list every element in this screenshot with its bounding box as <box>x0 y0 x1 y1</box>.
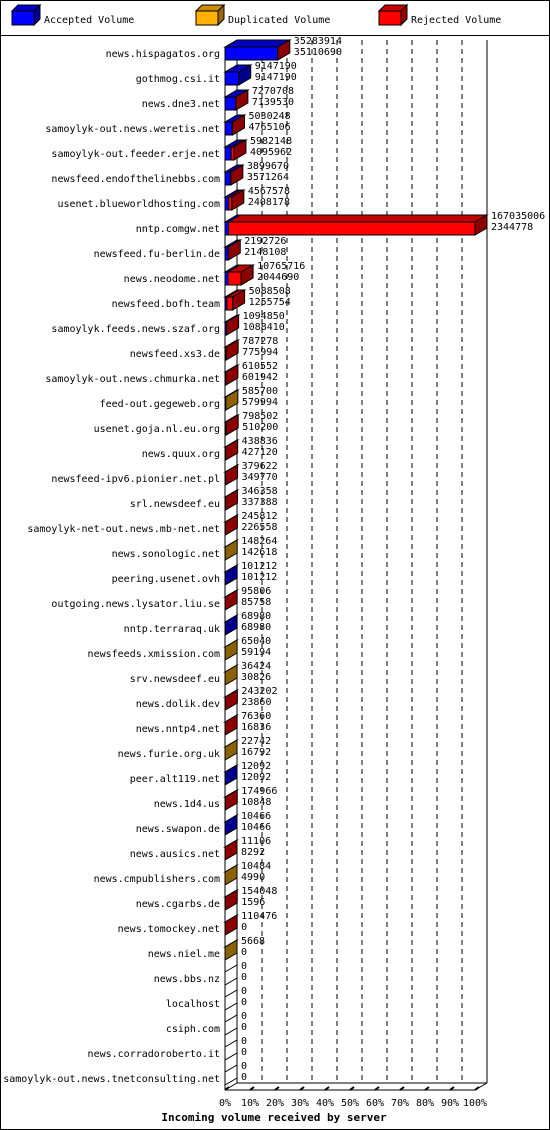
bar-face <box>225 122 232 135</box>
category-label: srl.newsdeef.eu <box>129 499 220 510</box>
x-tick-label: 80% <box>415 1098 435 1109</box>
bar-face <box>225 147 231 160</box>
accepted-volume-label: 68980 <box>241 622 272 633</box>
total-volume-label: 12092 <box>241 761 272 772</box>
category-label: usenet.blueworldhosting.com <box>57 199 220 210</box>
category-label: news.niel.me <box>147 949 220 960</box>
bar-face <box>225 47 278 60</box>
total-volume-label: 22742 <box>241 736 272 747</box>
category-label: newsfeed-ipv6.pionier.net.pl <box>51 474 220 485</box>
accepted-volume-label: 4765106 <box>248 122 291 133</box>
x-tick-label: 70% <box>390 1098 410 1109</box>
accepted-volume-label: 2148108 <box>244 247 287 258</box>
accepted-volume-label: 1255754 <box>248 297 291 308</box>
total-volume-label: 787278 <box>242 336 279 347</box>
accepted-volume-label: 510200 <box>242 422 279 433</box>
accepted-volume-label: 59194 <box>241 647 272 658</box>
accepted-volume-label: 10848 <box>241 797 272 808</box>
category-label: usenet.goja.nl.eu.org <box>93 424 220 435</box>
category-label: newsfeed.endofthelinebbs.com <box>51 174 220 185</box>
accepted-volume-label: 0 <box>241 1072 248 1083</box>
accepted-volume-label: 16836 <box>241 722 272 733</box>
legend-label: Accepted Volume <box>44 15 135 26</box>
total-volume-label: 5982148 <box>249 136 293 147</box>
accepted-volume-label: 16792 <box>241 747 272 758</box>
total-volume-label: 174966 <box>241 786 278 797</box>
bar-top <box>229 215 487 222</box>
total-volume-label: 76360 <box>241 711 272 722</box>
category-label: feed-out.gegeweb.org <box>99 399 220 410</box>
accepted-volume-label: 337388 <box>241 497 278 508</box>
bar-face <box>225 222 229 235</box>
x-tick-label: 10% <box>240 1098 260 1109</box>
total-volume-label: 585700 <box>241 386 279 397</box>
category-label: news.cgarbs.de <box>135 899 220 910</box>
total-volume-label: 438836 <box>241 436 278 447</box>
category-label: newsfeed.xs3.de <box>129 349 220 360</box>
category-label: samoylyk-out.feeder.erje.net <box>51 149 220 160</box>
category-label: newsfeed.fu-berlin.de <box>93 249 220 260</box>
bar-row <box>225 215 487 235</box>
total-volume-label: 9147190 <box>254 61 297 72</box>
accepted-volume-label: 0 <box>241 997 248 1008</box>
category-label: news.corradoroberto.it <box>87 1049 220 1060</box>
total-volume-label: 0 <box>241 1036 248 1047</box>
category-label: srv.newsdeef.eu <box>129 674 220 685</box>
accepted-volume-label: 4095962 <box>249 147 293 158</box>
x-tick-label: 90% <box>440 1098 460 1109</box>
accepted-volume-label: 9147190 <box>254 72 297 83</box>
total-volume-label: 7270708 <box>251 86 295 97</box>
accepted-volume-label: 101212 <box>241 572 278 583</box>
category-label: news.1d4.us <box>153 799 220 810</box>
accepted-volume-label: 12092 <box>241 772 272 783</box>
total-volume-label: 35283914 <box>293 36 342 47</box>
x-tick-label: 40% <box>315 1098 335 1109</box>
total-volume-label: 95806 <box>241 586 272 597</box>
total-volume-label: 245812 <box>241 511 278 522</box>
accepted-volume-label: 0 <box>241 1047 248 1058</box>
accepted-volume-label: 85758 <box>241 597 272 608</box>
category-label: newsfeeds.xmission.com <box>87 649 220 660</box>
category-label: samoylyk-net-out.news.mb-net.net <box>27 524 220 535</box>
category-label: peer.alt119.net <box>129 774 220 785</box>
accepted-volume-label: 23860 <box>241 697 272 708</box>
bar-face <box>225 197 229 210</box>
total-volume-label: 2192726 <box>244 236 287 247</box>
category-label: nntp.comgw.net <box>135 224 220 235</box>
bar-face <box>229 222 475 235</box>
total-volume-label: 10765716 <box>257 261 306 272</box>
category-label: news.swapon.de <box>135 824 220 835</box>
bar-face <box>225 172 230 185</box>
accepted-volume-label: 226558 <box>241 522 278 533</box>
category-label: outgoing.news.lysator.liu.se <box>51 599 220 610</box>
total-volume-label: 154048 <box>241 886 278 897</box>
total-volume-label: 379622 <box>241 461 278 472</box>
accepted-volume-label: 1596 <box>241 897 266 908</box>
total-volume-label: 101212 <box>241 561 278 572</box>
category-label: samoylyk.feeds.news.szaf.org <box>51 324 220 335</box>
category-label: news.tomockey.net <box>117 924 220 935</box>
x-tick-label: 60% <box>365 1098 385 1109</box>
category-label: news.furie.org.uk <box>117 749 220 760</box>
accepted-volume-label: 0 <box>241 922 248 933</box>
category-label: news.bbs.nz <box>153 974 220 985</box>
category-label: news.nntp4.net <box>135 724 220 735</box>
total-volume-label: 10466 <box>241 811 272 822</box>
total-volume-label: 10484 <box>241 861 272 872</box>
total-volume-label: 5668 <box>241 936 266 947</box>
category-label: news.cmpublishers.com <box>93 874 220 885</box>
accepted-volume-label: 0 <box>241 972 248 983</box>
accepted-volume-label: 7139530 <box>251 97 295 108</box>
bar-face <box>225 97 236 110</box>
total-volume-label: 798502 <box>242 411 279 422</box>
category-label: news.hispagatos.org <box>105 49 220 60</box>
legend-label: Duplicated Volume <box>228 15 331 26</box>
accepted-volume-label: 0 <box>241 1022 248 1033</box>
accepted-volume-label: 3571264 <box>246 172 289 183</box>
x-tick-label: 50% <box>340 1098 360 1109</box>
category-label: samoylyk-out.news.weretis.net <box>45 124 220 135</box>
x-tick-label: 0% <box>218 1098 232 1109</box>
category-label: news.dne3.net <box>141 99 220 110</box>
accepted-volume-label: 8292 <box>241 847 266 858</box>
bar-row <box>225 40 290 60</box>
bar-face <box>227 297 233 310</box>
x-tick-label: 30% <box>290 1098 310 1109</box>
total-volume-label: 0 <box>241 961 248 972</box>
accepted-volume-label: 4990 <box>241 872 266 883</box>
bar-face <box>228 272 241 285</box>
accepted-volume-label: 1088410 <box>242 322 285 333</box>
total-volume-label: 1094850 <box>242 311 285 322</box>
accepted-volume-label: 10466 <box>241 822 272 833</box>
accepted-volume-label: 349770 <box>241 472 278 483</box>
category-label: news.ausics.net <box>129 849 220 860</box>
category-label: peering.usenet.ovh <box>111 574 220 585</box>
total-volume-label: 11106 <box>241 836 272 847</box>
total-volume-label: 346358 <box>241 486 278 497</box>
accepted-volume-label: 30826 <box>241 672 272 683</box>
category-label: csiph.com <box>165 1024 220 1035</box>
category-label: newsfeed.bofh.team <box>111 299 220 310</box>
total-volume-label: 65040 <box>241 636 272 647</box>
accepted-volume-label: 35110690 <box>293 47 342 58</box>
accepted-volume-label: 142618 <box>241 547 278 558</box>
bar-segment <box>229 215 487 235</box>
total-volume-label: 4567578 <box>247 186 290 197</box>
total-volume-label: 0 <box>241 1061 248 1072</box>
category-label: samoylyk-out.news.tnetconsulting.net <box>3 1074 220 1085</box>
accepted-volume-label: 579994 <box>241 397 279 408</box>
total-volume-label: 68980 <box>241 611 272 622</box>
legend-label: Rejected Volume <box>411 15 502 26</box>
total-volume-label: 0 <box>241 1011 248 1022</box>
accepted-volume-label: 2344778 <box>491 222 534 233</box>
total-volume-label: 3899670 <box>246 161 289 172</box>
category-label: news.quux.org <box>141 449 220 460</box>
legend-swatch <box>196 11 218 25</box>
x-axis-title: Incoming volume received by server <box>161 1111 387 1124</box>
total-volume-label: 110476 <box>241 911 278 922</box>
category-label: news.dolik.dev <box>135 699 220 710</box>
accepted-volume-label: 2044690 <box>257 272 300 283</box>
x-tick-label: 20% <box>265 1098 285 1109</box>
total-volume-label: 5088508 <box>248 286 291 297</box>
category-label: localhost <box>165 999 220 1010</box>
total-volume-label: 5030248 <box>248 111 291 122</box>
category-label: nntp.terraraq.uk <box>123 624 220 635</box>
total-volume-label: 610552 <box>241 361 279 372</box>
bar-face <box>225 72 239 85</box>
total-volume-label: 36424 <box>241 661 272 672</box>
category-label: samoylyk-out.news.chmurka.net <box>45 374 220 385</box>
total-volume-label: 243202 <box>241 686 278 697</box>
legend-swatch <box>379 11 401 25</box>
category-label: news.neodome.net <box>123 274 220 285</box>
accepted-volume-label: 775994 <box>242 347 279 358</box>
total-volume-label: 167035006 <box>491 211 546 222</box>
x-tick-label: 100% <box>462 1098 488 1109</box>
total-volume-label: 0 <box>241 986 248 997</box>
category-label: gothmog.csi.it <box>135 74 220 85</box>
accepted-volume-label: 427120 <box>241 447 278 458</box>
accepted-volume-label: 2408178 <box>247 197 290 208</box>
legend-swatch <box>12 11 34 25</box>
accepted-volume-label: 601942 <box>241 372 279 383</box>
accepted-volume-label: 0 <box>241 947 248 958</box>
total-volume-label: 148264 <box>241 536 278 547</box>
category-label: news.sonologic.net <box>111 549 220 560</box>
